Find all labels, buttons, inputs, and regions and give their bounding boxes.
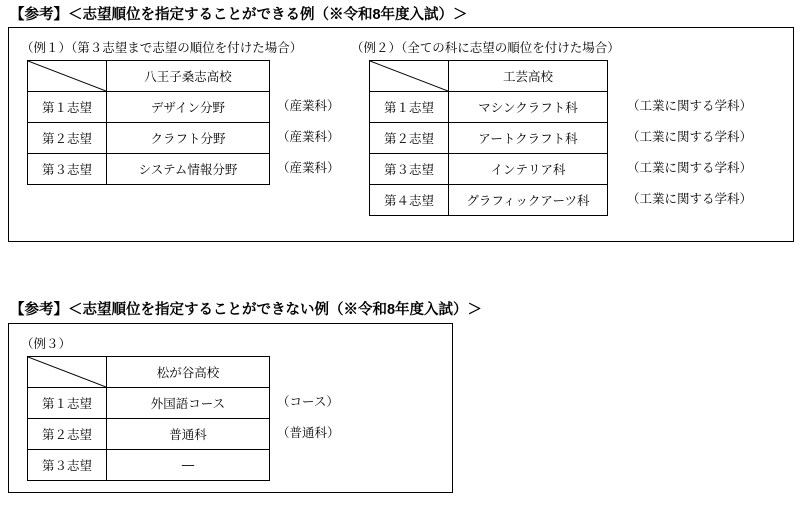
notes-example-1 — [277, 60, 340, 184]
diagonal-slash-icon — [28, 61, 107, 92]
notes-example-2 — [627, 60, 752, 215]
diagonal-slash-icon — [370, 61, 449, 92]
notes-example-3 — [277, 356, 340, 480]
example-1-label: （例１）（第３志望まで志望の順位を付けた場合） — [21, 41, 303, 55]
note-text — [277, 449, 340, 480]
table-row — [370, 154, 608, 185]
note-text: （産業科） — [277, 130, 340, 144]
school-name-cell: 松が谷高校 — [107, 357, 270, 388]
note-text: （コース） — [277, 395, 339, 409]
example-2-label: （例２）（全ての科に志望の順位を付けた場合） — [351, 41, 620, 55]
wish-table-example-2 — [369, 60, 608, 216]
rank-cell: 第１志望 — [28, 92, 107, 123]
note-text: （産業科） — [277, 99, 340, 113]
table-header-row — [28, 357, 270, 388]
table-header-row — [370, 61, 608, 92]
example-3-label: （例３） — [21, 337, 72, 351]
wish-table-example-3 — [27, 356, 270, 481]
field-cell: アートクラフト科 — [449, 123, 608, 154]
rank-cell: 第２志望 — [370, 123, 449, 154]
table-row — [28, 450, 270, 481]
note-text: （工業に関する学科） — [627, 192, 753, 206]
note-text: （工業に関する学科） — [627, 130, 753, 144]
note-text: （工業に関する学科） — [627, 161, 753, 175]
note-text: （産業科） — [277, 161, 340, 175]
rank-cell: 第１志望 — [28, 388, 107, 419]
table-row — [370, 185, 608, 216]
table-row — [28, 154, 270, 185]
rank-cell: 第３志望 — [370, 154, 449, 185]
note-text: （工業に関する学科） — [627, 99, 753, 113]
table-row — [370, 92, 608, 123]
field-cell: グラフィックアーツ科 — [449, 185, 608, 216]
field-cell: 普通科 — [107, 419, 270, 450]
examples-box-can-specify — [8, 27, 794, 242]
wish-table-example-1 — [27, 60, 270, 185]
rank-cell: 第１志望 — [370, 92, 449, 123]
diagonal-slash-icon — [28, 357, 107, 388]
table-row — [28, 419, 270, 450]
section-heading-cannot-specify: 【参考】＜志望順位を指定することができない例（※令和8年度入試）＞ — [10, 302, 483, 318]
field-cell: ― — [107, 450, 270, 481]
examples-box-cannot-specify — [8, 323, 453, 493]
field-cell: デザイン分野 — [107, 92, 270, 123]
field-cell: クラフト分野 — [107, 123, 270, 154]
note-text: （普通科） — [277, 426, 340, 440]
rank-cell: 第２志望 — [28, 123, 107, 154]
field-cell: インテリア科 — [449, 154, 608, 185]
section-heading-can-specify: 【参考】＜志望順位を指定することができる例（※令和8年度入試）＞ — [10, 7, 468, 23]
rank-cell: 第４志望 — [370, 185, 449, 216]
table-row — [370, 123, 608, 154]
field-cell: マシンクラフト科 — [449, 92, 608, 123]
school-name-cell: 工芸高校 — [449, 61, 608, 92]
table-row — [28, 388, 270, 419]
rank-cell: 第２志望 — [28, 419, 107, 450]
field-cell: 外国語コース — [107, 388, 270, 419]
field-cell: システム情報分野 — [107, 154, 270, 185]
table-row — [28, 123, 270, 154]
school-name-cell: 八王子桑志高校 — [107, 61, 270, 92]
table-row — [28, 92, 270, 123]
rank-cell: 第３志望 — [28, 450, 107, 481]
table-header-row — [28, 61, 270, 92]
rank-cell: 第３志望 — [28, 154, 107, 185]
